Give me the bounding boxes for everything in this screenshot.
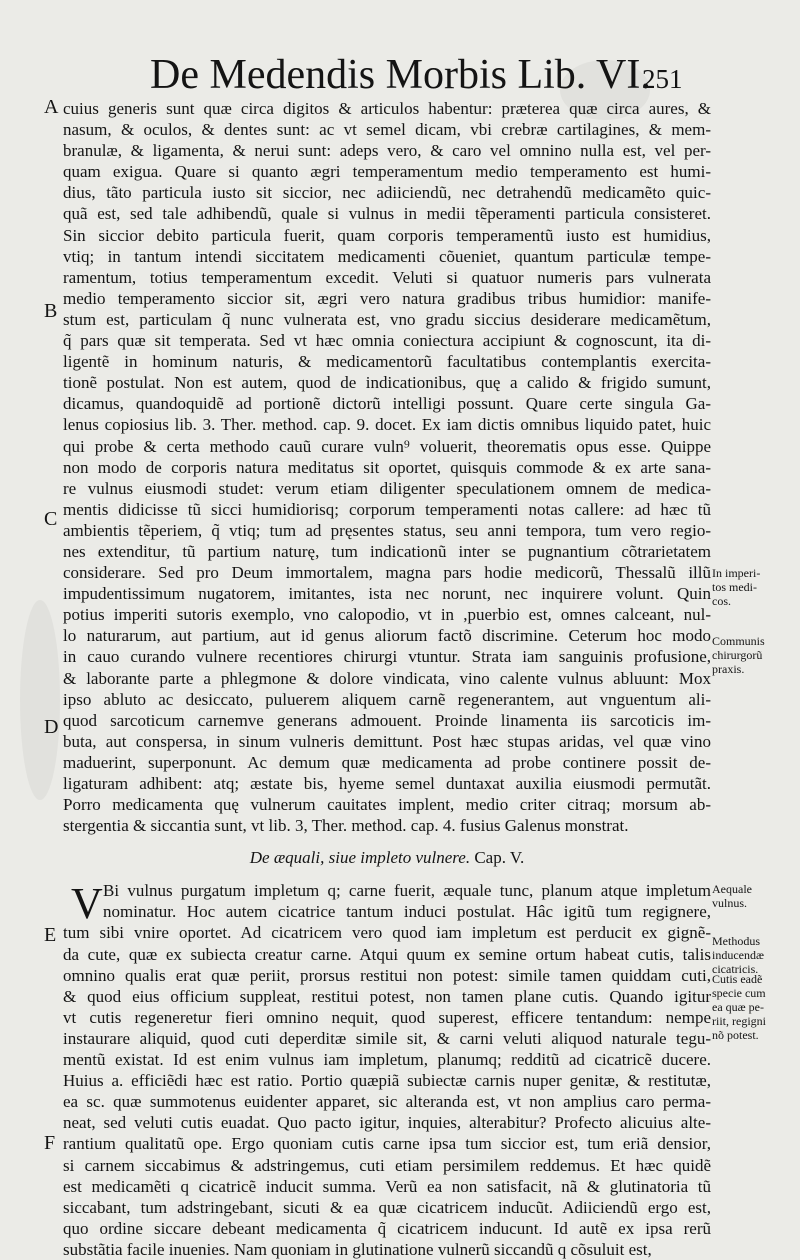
text-line: quod sarcoticum carnemve generans admouent. Proinde linamenta iis sarcoticis im-: [63, 710, 711, 730]
text-line: considerare. Sed pro Deum immortalem, magna pars hodie medicorũ, Thessalũ illũ: [63, 563, 711, 583]
chapter-title: De æquali, siue impleto vulnere.: [249, 848, 471, 868]
text-line: da cute, quæ ex subiecta creatur carne. Atqui quum ex semine ortum habeat cutis, talis: [63, 944, 711, 964]
text-line: lenus copiosius lib. 3. Ther. method. cap. 9. docet. Ex iam dictis omnibus liquido patet, huic: [63, 415, 711, 435]
text-line: nes extenditur, tũ partium naturę, tum indicationũ inter se pugnantium cõtrarietatem: [63, 541, 711, 561]
text-line: stergentia & siccantia sunt, vt lib. 3, Ther. method. cap. 4. fusius Galenus monstrat.: [63, 816, 629, 836]
text-line: substãtia facile inuenies. Nam quoniam in glutinatione vulnerũ siccandũ q cõsuluit est,: [63, 1239, 652, 1259]
text-line: ambientis tẽperiem, q̃ vtiq; tum ad pręsentes status, seu anni tempora, tum vero regio-: [63, 520, 711, 540]
body-text-block: [63, 880, 711, 1260]
body-text-block: [63, 98, 711, 836]
margin-note-line: Communis: [712, 634, 765, 648]
margin-note-line: tos medi-: [712, 580, 757, 594]
text-line: quo ordine siccare debeant medicamenta q̃ cicatricem inducunt. Id autẽ ex ipsa rerũ: [63, 1218, 711, 1238]
text-line: lo naturarum, aut partium, aut id genus aliorum factõ discrimine. Ceterum hoc modo: [63, 626, 711, 646]
text-line: q̃ pars quæ sit temperata. Sed vt hæc omnia coniectura accipiunt & cognoscunt, ita di-: [63, 331, 711, 351]
margin-note-line: inducendæ: [712, 948, 764, 962]
text-line: stum est, particulam q̃ nunc vulnerata est, vno gradu siccius desiderare medicamẽtum,: [63, 309, 711, 329]
text-line: mentũ existat. Id est enim vulnus iam impletum, planumq; redditũ ad cicatricẽ ducere.: [63, 1050, 711, 1070]
text-line: ligentẽ in hominum naturis, & medicamentorũ facultatibus contemplantis exercita-: [63, 352, 711, 372]
margin-note-line: specie cum: [712, 986, 766, 1000]
section-letter-a: A: [44, 96, 59, 118]
section-letter-e: E: [44, 924, 57, 946]
text-line: tum sibi vnire oportet. Ad cicatricem vero quod iam impletum est perducit ex gignẽ-: [63, 923, 711, 943]
text-line: tionẽ postulat. Non est autem, quod de indicationibus, quę a calido & frigido sumunt,: [63, 373, 711, 393]
margin-note: [712, 972, 796, 1042]
text-line: vt cutis regeneretur fieri omnino nequit, quod superest, efficere tentandum: nempe: [63, 1007, 711, 1027]
text-line: maduerint, superponunt. Ac demum quæ medicamenta ad probe continere possit de-: [63, 752, 711, 772]
running-header: De Medendis Morbis Lib. VI.: [150, 52, 651, 98]
text-line: vtiq; in tantum intendi siccitatem medicamenti cõueniet, quantum particulæ tempe-: [63, 246, 711, 266]
text-line: neat, sed veluti cutis euadat. Quo pacto igitur, inquies, alterabitur? Profecto alicuius alte-: [63, 1113, 711, 1133]
text-line: medio temperamento siccior sit, ægri vero natura gradibus tribus humidior: manife-: [63, 288, 711, 308]
margin-note: [712, 566, 796, 608]
margin-note: [712, 882, 796, 910]
text-line: ligaturam adhibent: atq; æstate bis, hyeme semel duntaxat auxilia eiusmodi permutãt.: [63, 774, 711, 793]
section-letter-f: F: [44, 1132, 56, 1154]
text-line: nominatur. Hoc autem cicatrice tantum induci postulat. Hâc igitũ tum regignere,: [103, 902, 711, 922]
margin-note-line: nõ potest.: [712, 1028, 759, 1042]
margin-note: [712, 634, 796, 676]
margin-note-line: chirurgorũ: [712, 648, 763, 662]
page-number: 251: [642, 64, 683, 94]
text-line: impudentissimum nugatorem, imitantes, ista nec norunt, nec inquirere volunt. Quin: [63, 584, 711, 604]
text-line: quã est, sed tale adhibendũ, quale si vulnus in medii tẽperamenti particula consisteret.: [63, 204, 711, 224]
section-letter-c: C: [44, 508, 58, 530]
text-line: & laborante parte a phlegmone & dolore vindicata, vino calente vulnus abluunt: Mox: [63, 668, 711, 688]
text-line: in cauo curando vulnere recentiores chirurgi vtuntur. Strata iam sanguinis profusione,: [63, 647, 711, 667]
text-line: ramentum, totius temperamentum excedit. Veluti si quatuor numeris pars vulnerata: [63, 267, 711, 287]
text-line: cuius generis sunt quæ circa digitos & articulos habentur: præterea quæ circa aures, &: [63, 99, 711, 118]
margin-note: [712, 934, 796, 976]
margin-note-line: riit, regigni: [712, 1014, 766, 1028]
text-line: Sin siccior debito particula fuerit, quam corporis temperamentũ iusto est humidius,: [63, 225, 711, 245]
main-text-column: [63, 98, 711, 1260]
chapter-heading: [63, 836, 711, 880]
text-line: quam exigua. Quare si quanto ægri temperamentum medio temperamento est humi-: [63, 162, 711, 182]
margin-note-line: In imperi-: [712, 566, 761, 580]
text-line: est medicamẽti q cicatricẽ inducit summa. Verũ ea non satisfacit, nã & glutinatoria tũ: [63, 1176, 711, 1196]
margin-note-line: Methodus: [712, 934, 760, 948]
margin-note-line: cicatricis.: [712, 962, 759, 976]
text-line: ea sc. quæ summotenus euidenter apparet, sic alteranda est, vt non amplius caro perma-: [63, 1092, 711, 1112]
margin-note-line: ea quæ pe-: [712, 1000, 764, 1014]
margin-note-line: praxis.: [712, 662, 745, 676]
paper-stain: [20, 600, 60, 800]
text-line: dius, tãto particula iusto sit siccior, nec adiiciendũ, nec detrahendũ medicamẽto quic-: [63, 183, 711, 203]
drop-cap: V: [71, 879, 103, 929]
text-line: buta, aut conspersa, in sinum vulneris demittunt. Post hæc stupas aridas, vel quæ vino: [63, 731, 711, 751]
chapter-body: [63, 880, 711, 1260]
text-line: instaurare aliquid, quod cuti deperditæ simile sit, & carni veluti aliquod naturale tegu-: [63, 1028, 711, 1048]
text-line: ipso abluto ac desiccato, puluerem aliquem carnẽ regenerantem, aut vnguentum ali-: [63, 689, 711, 709]
section-letter-d: D: [44, 716, 59, 738]
margin-note-line: Aequale: [712, 882, 752, 896]
margin-note-line: vulnus.: [712, 896, 748, 910]
text-line: rantium qualitatũ ope. Ergo quoniam cutis carne ipsa tum siccior est, tum eriã densior,: [63, 1134, 711, 1154]
text-line: dicamus, quandoquidẽ ad portionẽ dictorũ intelligi possunt. Quare certe singula Ga-: [63, 394, 711, 414]
text-line: Bi vulnus purgatum impletum q; carne fuerit, æquale tunc, planum atque impletum: [103, 881, 711, 901]
text-line: si carnem siccabimus & adstringemus, cuti etiam persimilem reddemus. Et hæc quidẽ: [63, 1155, 711, 1175]
margin-note-line: Cutis eadẽ: [712, 972, 763, 986]
text-line: potius imperiti sutoris exemplo, vno calopodio, vt in ,puerbio est, omnes calceant, nul-: [63, 605, 711, 625]
text-line: Porro medicamenta quę vulnerum cauitates implent, medio criter citraq; morsum ab-: [63, 795, 711, 815]
text-line: Huius a. efficiẽdi hæc est ratio. Portio quæpiã subiectæ carnis nuper genitæ, & restitutæ,: [63, 1071, 711, 1091]
text-line: nasum, & oculos, & dentes sunt: ac vt semel dicam, vbi crebræ cartilagines, & mem-: [63, 120, 711, 140]
text-line: omnino qualis erat quæ periit, prorsus restitui non potest: simile tamen quiddam cuti,: [63, 965, 711, 985]
section-letter-b: B: [44, 300, 58, 322]
text-line: mentis didicisse tũ sicci humidiorisq; corporum temperamenti notas callere: ad hæc tũ: [63, 499, 711, 519]
text-line: siccabant, tum adstringebant, sicuti & ea quæ cicatricem inducũt. Adiiciendũ ergo est,: [63, 1197, 711, 1217]
text-line: qui probe & certa methodo cauũ curare vuln⁹ voluerit, theorematis opus esse. Quippe: [63, 436, 711, 456]
text-line: branulæ, & ligamenta, & nerui sunt: adeps vero, & caro vel omnino nulla est, vel per-: [63, 141, 711, 161]
text-line: & quod eius officium suppleat, restitui potest, non tamen plane cutis. Quando igitur: [63, 986, 711, 1006]
text-line: non modo de corporis natura meditatus sit oportet, quisquis commode & ex arte sana-: [63, 457, 711, 477]
chapter-number: Cap. V.: [474, 848, 525, 868]
text-line: re vulnus eiusmodi studet: verum etiam diligenter speculationem omnem de medica-: [63, 478, 711, 498]
margin-note-line: cos.: [712, 594, 731, 608]
